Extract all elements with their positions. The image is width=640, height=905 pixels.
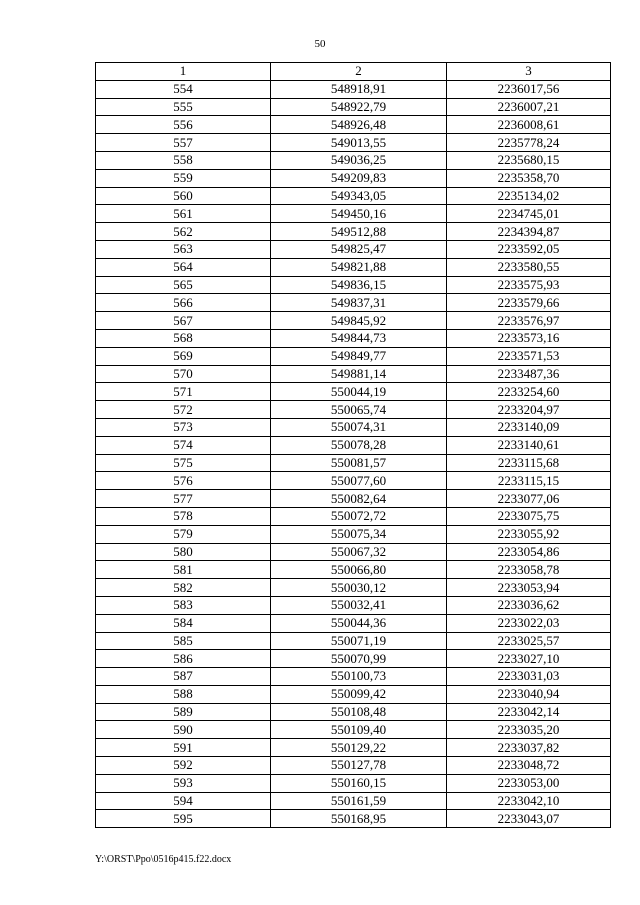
coordinates-table [95,62,611,828]
table-row [96,151,611,169]
point-number-cell: 588 [96,685,271,703]
y-coordinate-cell: 2233035,20 [447,721,611,739]
x-coordinate-cell: 550070,99 [271,650,447,668]
table-row [96,116,611,134]
x-coordinate-cell: 549450,16 [271,205,447,223]
x-coordinate-cell: 550032,41 [271,596,447,614]
point-number-cell: 566 [96,294,271,312]
point-number-cell: 557 [96,134,271,152]
table-row [96,596,611,614]
y-coordinate-cell: 2233254,60 [447,383,611,401]
point-number-cell: 560 [96,187,271,205]
y-coordinate-cell: 2233048,72 [447,757,611,775]
table-row [96,436,611,454]
y-coordinate-cell: 2233077,06 [447,490,611,508]
table-row [96,365,611,383]
y-coordinate-cell: 2233054,86 [447,543,611,561]
x-coordinate-cell: 549849,77 [271,347,447,365]
point-number-cell: 581 [96,561,271,579]
x-coordinate-cell: 550168,95 [271,810,447,828]
table-row [96,329,611,347]
y-coordinate-cell: 2233115,68 [447,454,611,472]
y-coordinate-cell: 2233036,62 [447,596,611,614]
point-number-cell: 559 [96,169,271,187]
table-row [96,383,611,401]
point-number-cell: 561 [96,205,271,223]
point-number-cell: 595 [96,810,271,828]
x-coordinate-cell: 550099,42 [271,685,447,703]
table-row [96,668,611,686]
point-number-cell: 567 [96,312,271,330]
x-coordinate-cell: 550108,48 [271,703,447,721]
y-coordinate-cell: 2235778,24 [447,134,611,152]
point-number-cell: 576 [96,472,271,490]
point-number-cell: 556 [96,116,271,134]
x-coordinate-cell: 548918,91 [271,80,447,98]
x-coordinate-cell: 549821,88 [271,258,447,276]
point-number-cell: 555 [96,98,271,116]
y-coordinate-cell: 2233027,10 [447,650,611,668]
y-coordinate-cell: 2235134,02 [447,187,611,205]
y-coordinate-cell: 2233140,09 [447,418,611,436]
table-header-row [96,63,611,81]
column-header-1: 1 [96,63,271,81]
table-row [96,543,611,561]
point-number-cell: 578 [96,507,271,525]
x-coordinate-cell: 550072,72 [271,507,447,525]
x-coordinate-cell: 550082,64 [271,490,447,508]
point-number-cell: 572 [96,401,271,419]
y-coordinate-cell: 2233022,03 [447,614,611,632]
table-row [96,614,611,632]
table-row [96,579,611,597]
point-number-cell: 591 [96,739,271,757]
table-row [96,703,611,721]
x-coordinate-cell: 549836,15 [271,276,447,294]
table-row [96,134,611,152]
x-coordinate-cell: 549512,88 [271,223,447,241]
point-number-cell: 589 [96,703,271,721]
x-coordinate-cell: 550065,74 [271,401,447,419]
y-coordinate-cell: 2233571,53 [447,347,611,365]
point-number-cell: 571 [96,383,271,401]
point-number-cell: 590 [96,721,271,739]
table-row [96,205,611,223]
table-row [96,632,611,650]
y-coordinate-cell: 2235358,70 [447,169,611,187]
y-coordinate-cell: 2233592,05 [447,240,611,258]
table-row [96,810,611,828]
y-coordinate-cell: 2233055,92 [447,525,611,543]
point-number-cell: 584 [96,614,271,632]
point-number-cell: 593 [96,774,271,792]
table-row [96,739,611,757]
x-coordinate-cell: 550071,19 [271,632,447,650]
x-coordinate-cell: 550030,12 [271,579,447,597]
point-number-cell: 574 [96,436,271,454]
x-coordinate-cell: 550044,36 [271,614,447,632]
y-coordinate-cell: 2233040,94 [447,685,611,703]
point-number-cell: 569 [96,347,271,365]
table-row [96,650,611,668]
y-coordinate-cell: 2233043,07 [447,810,611,828]
point-number-cell: 583 [96,596,271,614]
table-row [96,792,611,810]
x-coordinate-cell: 549343,05 [271,187,447,205]
x-coordinate-cell: 549837,31 [271,294,447,312]
point-number-cell: 558 [96,151,271,169]
y-coordinate-cell: 2233042,14 [447,703,611,721]
table-body [96,80,611,827]
y-coordinate-cell: 2233580,55 [447,258,611,276]
page-number: 50 [314,38,326,50]
point-number-cell: 562 [96,223,271,241]
x-coordinate-cell: 548922,79 [271,98,447,116]
table-row [96,294,611,312]
y-coordinate-cell: 2235680,15 [447,151,611,169]
y-coordinate-cell: 2233576,97 [447,312,611,330]
x-coordinate-cell: 549013,55 [271,134,447,152]
x-coordinate-cell: 549845,92 [271,312,447,330]
x-coordinate-cell: 549825,47 [271,240,447,258]
y-coordinate-cell: 2236017,56 [447,80,611,98]
point-number-cell: 582 [96,579,271,597]
y-coordinate-cell: 2233058,78 [447,561,611,579]
table-row [96,276,611,294]
point-number-cell: 592 [96,757,271,775]
x-coordinate-cell: 550129,22 [271,739,447,757]
y-coordinate-cell: 2233115,15 [447,472,611,490]
x-coordinate-cell: 550161,59 [271,792,447,810]
y-coordinate-cell: 2233575,93 [447,276,611,294]
table-row [96,187,611,205]
y-coordinate-cell: 2233573,16 [447,329,611,347]
y-coordinate-cell: 2233204,97 [447,401,611,419]
x-coordinate-cell: 550109,40 [271,721,447,739]
column-header-3: 3 [447,63,611,81]
table-row [96,80,611,98]
y-coordinate-cell: 2233075,75 [447,507,611,525]
x-coordinate-cell: 550067,32 [271,543,447,561]
table-row [96,98,611,116]
y-coordinate-cell: 2233053,00 [447,774,611,792]
table-row [96,490,611,508]
y-coordinate-cell: 2233031,03 [447,668,611,686]
point-number-cell: 579 [96,525,271,543]
x-coordinate-cell: 548926,48 [271,116,447,134]
point-number-cell: 564 [96,258,271,276]
y-coordinate-cell: 2233579,66 [447,294,611,312]
table-row [96,240,611,258]
table-row [96,774,611,792]
x-coordinate-cell: 549844,73 [271,329,447,347]
point-number-cell: 585 [96,632,271,650]
point-number-cell: 586 [96,650,271,668]
point-number-cell: 575 [96,454,271,472]
y-coordinate-cell: 2233037,82 [447,739,611,757]
y-coordinate-cell: 2233140,61 [447,436,611,454]
y-coordinate-cell: 2233053,94 [447,579,611,597]
y-coordinate-cell: 2233487,36 [447,365,611,383]
table-row [96,169,611,187]
table-row [96,507,611,525]
point-number-cell: 554 [96,80,271,98]
table-row [96,454,611,472]
table-row [96,721,611,739]
point-number-cell: 570 [96,365,271,383]
x-coordinate-cell: 550074,31 [271,418,447,436]
table-row [96,525,611,543]
table-row [96,258,611,276]
table-row [96,418,611,436]
point-number-cell: 568 [96,329,271,347]
table-row [96,685,611,703]
x-coordinate-cell: 550075,34 [271,525,447,543]
x-coordinate-cell: 550081,57 [271,454,447,472]
x-coordinate-cell: 549036,25 [271,151,447,169]
y-coordinate-cell: 2236008,61 [447,116,611,134]
table-row [96,401,611,419]
y-coordinate-cell: 2234394,87 [447,223,611,241]
footer-file-path: Y:\ORST\Ppo\0516p415.f22.docx [95,854,232,865]
y-coordinate-cell: 2233042,10 [447,792,611,810]
y-coordinate-cell: 2233025,57 [447,632,611,650]
point-number-cell: 573 [96,418,271,436]
x-coordinate-cell: 550127,78 [271,757,447,775]
point-number-cell: 577 [96,490,271,508]
point-number-cell: 587 [96,668,271,686]
table-row [96,561,611,579]
x-coordinate-cell: 550077,60 [271,472,447,490]
point-number-cell: 565 [96,276,271,294]
table-row [96,472,611,490]
table-row [96,312,611,330]
point-number-cell: 594 [96,792,271,810]
x-coordinate-cell: 550100,73 [271,668,447,686]
point-number-cell: 580 [96,543,271,561]
x-coordinate-cell: 550066,80 [271,561,447,579]
table-row [96,347,611,365]
x-coordinate-cell: 550078,28 [271,436,447,454]
table-row [96,223,611,241]
x-coordinate-cell: 549881,14 [271,365,447,383]
x-coordinate-cell: 549209,83 [271,169,447,187]
table-row [96,757,611,775]
x-coordinate-cell: 550160,15 [271,774,447,792]
point-number-cell: 563 [96,240,271,258]
y-coordinate-cell: 2234745,01 [447,205,611,223]
y-coordinate-cell: 2236007,21 [447,98,611,116]
column-header-2: 2 [271,63,447,81]
x-coordinate-cell: 550044,19 [271,383,447,401]
